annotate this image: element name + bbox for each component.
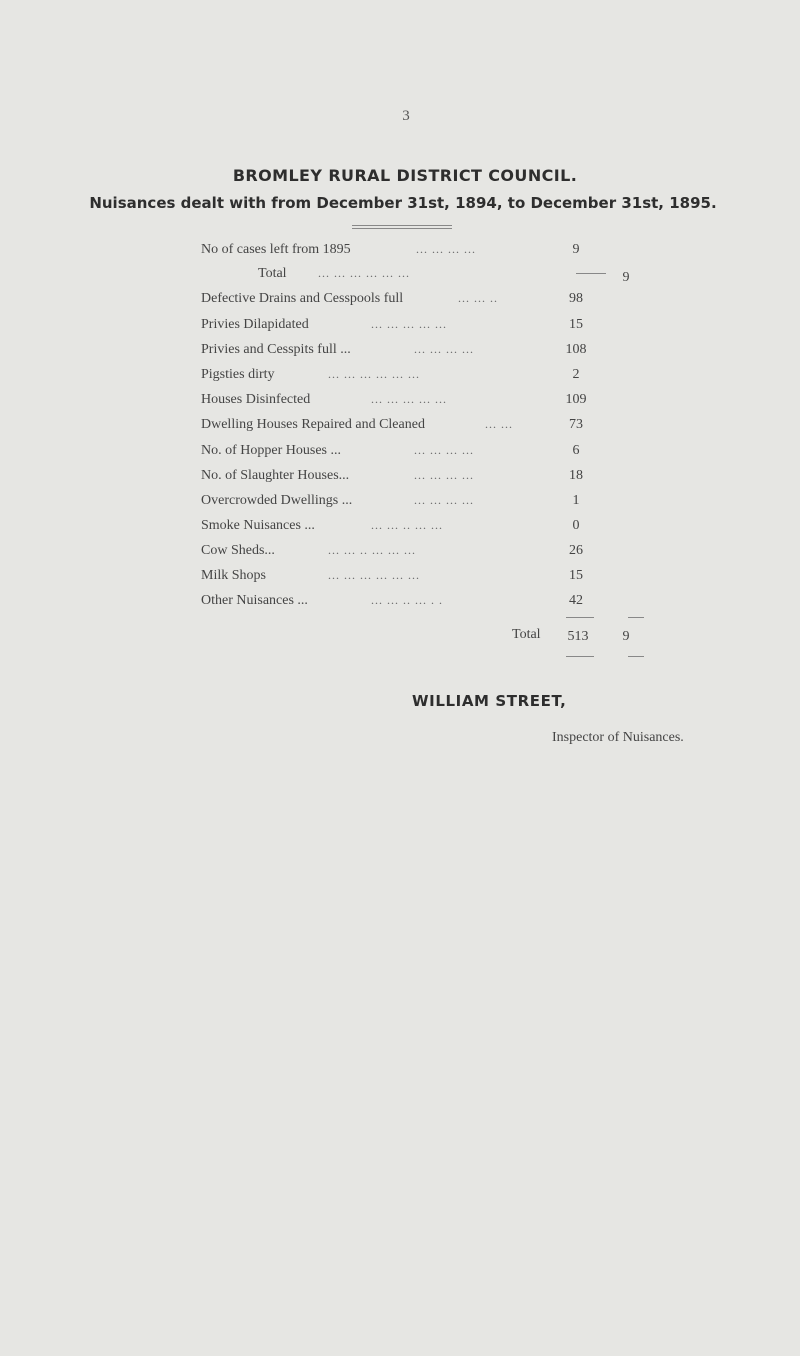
row-leader-dots: ... ... ... ... [414, 468, 474, 482]
row-leader-dots: ... ... ... ... [414, 443, 474, 457]
row-value: 42 [569, 593, 583, 608]
row-label: Smoke Nuisances ... [201, 518, 315, 533]
total-value-2: 9 [622, 629, 630, 644]
row-value: 1 [572, 493, 580, 508]
row-leader-dots: ... ... ... ... [414, 342, 474, 356]
title-divider [352, 225, 452, 229]
row-leader-dots: ... ... ... ... [416, 242, 476, 256]
row-total-value: 9 [622, 270, 630, 285]
total-rule [566, 656, 594, 657]
row-leader-dots: ... ... ... ... ... ... [318, 266, 410, 280]
row-label: Defective Drains and Cesspools full [201, 291, 404, 306]
row-leader-dots: ... ... .. ... ... [371, 518, 443, 532]
row-label: Privies and Cesspits full ... [201, 342, 351, 357]
subtotal-rule [566, 617, 594, 618]
row-label: No. of Slaughter Houses... [201, 468, 350, 483]
row-label: Pigsties dirty [201, 367, 275, 382]
row-leader-dots: ... ... ... ... ... [371, 392, 447, 406]
page-number: 3 [402, 108, 410, 124]
document-subtitle: Nuisances dealt with from December 31st, 1894, to December 31st, 1895. [89, 194, 717, 212]
row-value: 108 [565, 342, 587, 357]
row-value: 98 [569, 291, 583, 306]
row-label: Overcrowded Dwellings ... [201, 493, 353, 508]
row-leader-dots: ... ... .. ... ... ... [328, 543, 416, 557]
row-value: 0 [572, 518, 580, 533]
row-label: No of cases left from 1895 [201, 242, 351, 257]
subtotal-rule [628, 617, 644, 618]
row-leader-dots: ... ... .. [458, 291, 498, 305]
row-label: No. of Hopper Houses ... [201, 443, 341, 458]
row-value: 18 [569, 468, 583, 483]
row-label: Dwelling Houses Repaired and Cleaned [201, 417, 425, 432]
row-value: 9 [572, 242, 580, 257]
row-leader-dots: ... ... ... ... ... ... [328, 568, 420, 582]
row-value: 2 [572, 367, 580, 382]
row-label: Total [258, 266, 287, 281]
total-label: Total [512, 627, 541, 642]
signatory-title: Inspector of Nuisances. [552, 730, 684, 745]
signatory-name: WILLIAM STREET, [412, 692, 567, 710]
row-value: 73 [569, 417, 583, 432]
total-dash [576, 273, 606, 274]
row-label: Privies Dilapidated [201, 317, 309, 332]
row-value: 15 [569, 568, 583, 583]
row-label: Houses Disinfected [201, 392, 311, 407]
total-rule [628, 656, 644, 657]
row-leader-dots: ... ... [485, 417, 513, 431]
row-label: Other Nuisances ... [201, 593, 308, 608]
row-label: Cow Sheds... [201, 543, 275, 558]
row-leader-dots: ... ... ... ... [414, 493, 474, 507]
document-title: BROMLEY RURAL DISTRICT COUNCIL. [232, 166, 578, 185]
row-value: 15 [569, 317, 583, 332]
row-leader-dots: ... ... ... ... ... [371, 317, 447, 331]
row-value: 6 [572, 443, 580, 458]
row-label: Milk Shops [201, 568, 266, 583]
row-value: 26 [569, 543, 583, 558]
row-value: 109 [565, 392, 587, 407]
row-leader-dots: ... ... ... ... ... ... [328, 367, 420, 381]
total-value: 513 [567, 629, 589, 644]
row-leader-dots: ... ... .. ... . . [371, 593, 443, 607]
